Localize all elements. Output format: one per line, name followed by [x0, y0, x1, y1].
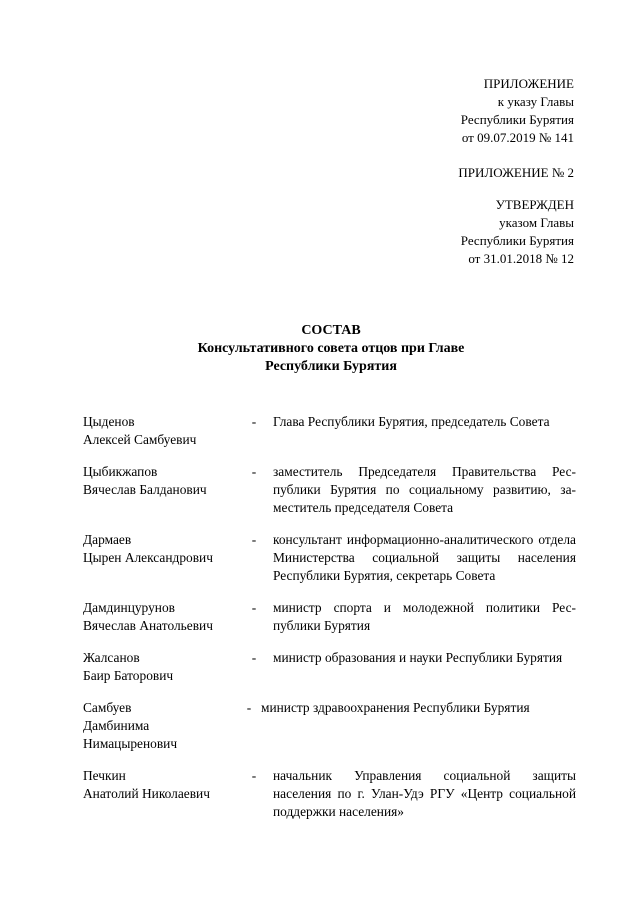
member-dash: - — [251, 600, 257, 615]
member-given-name: Дамбинима — [83, 718, 150, 733]
appendix-number-header — [458, 164, 574, 182]
approved-decree-date: от 31.01.2018 № 12 — [468, 251, 574, 266]
appendix-header — [461, 75, 574, 147]
member-given-name: Вячеслав Анатольевич — [83, 618, 213, 633]
member-surname: Печкин — [83, 768, 126, 783]
member-dash: - — [251, 464, 257, 479]
member-patronymic: Нимацыренович — [83, 736, 178, 751]
member-given-name: Баир Баторович — [83, 668, 174, 683]
member-role: заместитель Председателя Правительства Республики Бурятия по социальному развитию, заместитель председателя Совета — [273, 464, 576, 515]
member-row — [83, 413, 576, 449]
member-row — [83, 463, 576, 517]
member-row — [83, 531, 576, 585]
member-given-name: Вячеслав Балданович — [83, 482, 207, 497]
approved-label: УТВЕРЖДЕН — [495, 197, 574, 212]
member-dash: - — [246, 700, 252, 715]
member-name — [83, 599, 248, 635]
member-surname: Дамдинцурунов — [83, 600, 175, 615]
appendix-number: ПРИЛОЖЕНИЕ № 2 — [458, 165, 574, 180]
member-role: министр спорта и молодежной политики Республики Бурятия — [273, 600, 576, 633]
member-dash: - — [251, 532, 257, 547]
member-surname: Жалсанов — [83, 650, 140, 665]
member-dash: - — [251, 650, 257, 665]
approved-header — [461, 196, 574, 268]
member-name — [83, 699, 248, 753]
decree-date: от 09.07.2019 № 141 — [461, 130, 574, 145]
approved-decree-ref: указом Главы — [499, 215, 574, 230]
approved-republic-ref: Республики Бурятия — [460, 233, 574, 248]
member-given-name: Алексей Самбуевич — [83, 432, 197, 447]
title-line-3: Республики Бурятия — [265, 359, 397, 374]
member-name — [83, 413, 248, 449]
document-title — [0, 322, 640, 376]
member-role: начальник Управления социальной защиты населения по г. Улан-Удэ РГУ «Центр социальной поддержки населения» — [273, 768, 576, 819]
member-role: консультант информационно-аналитического отдела Министерства социальной защиты населения Республики Бурятия, секретарь Совета — [273, 532, 576, 583]
republic-ref: Республики Бурятия — [460, 112, 574, 127]
title-line-1: СОСТАВ — [301, 323, 361, 338]
member-row — [83, 699, 576, 753]
member-given-name: Цырен Александрович — [83, 550, 213, 565]
member-surname: Цыбикжапов — [83, 464, 158, 479]
member-surname: Дармаев — [83, 532, 132, 547]
member-row — [83, 767, 576, 821]
members-list — [83, 413, 576, 835]
member-name — [83, 649, 248, 685]
member-name — [83, 463, 248, 499]
member-role: министр здравоохранения Республики Бурятия — [261, 700, 530, 715]
member-row — [83, 649, 576, 685]
member-dash: - — [251, 768, 257, 783]
title-line-2: Консультативного совета отцов при Главе — [197, 341, 465, 356]
decree-ref: к указу Главы — [497, 94, 574, 109]
member-dash: - — [251, 414, 257, 429]
member-name — [83, 767, 248, 803]
appendix-label: ПРИЛОЖЕНИЕ — [483, 76, 574, 91]
member-surname: Цыденов — [83, 414, 135, 429]
member-surname: Самбуев — [83, 700, 132, 715]
member-given-name: Анатолий Николаевич — [83, 786, 210, 801]
member-name — [83, 531, 248, 567]
member-row — [83, 599, 576, 635]
member-role: министр образования и науки Республики Бурятия — [273, 650, 563, 665]
member-role: Глава Республики Бурятия, председатель Совета — [273, 414, 550, 429]
